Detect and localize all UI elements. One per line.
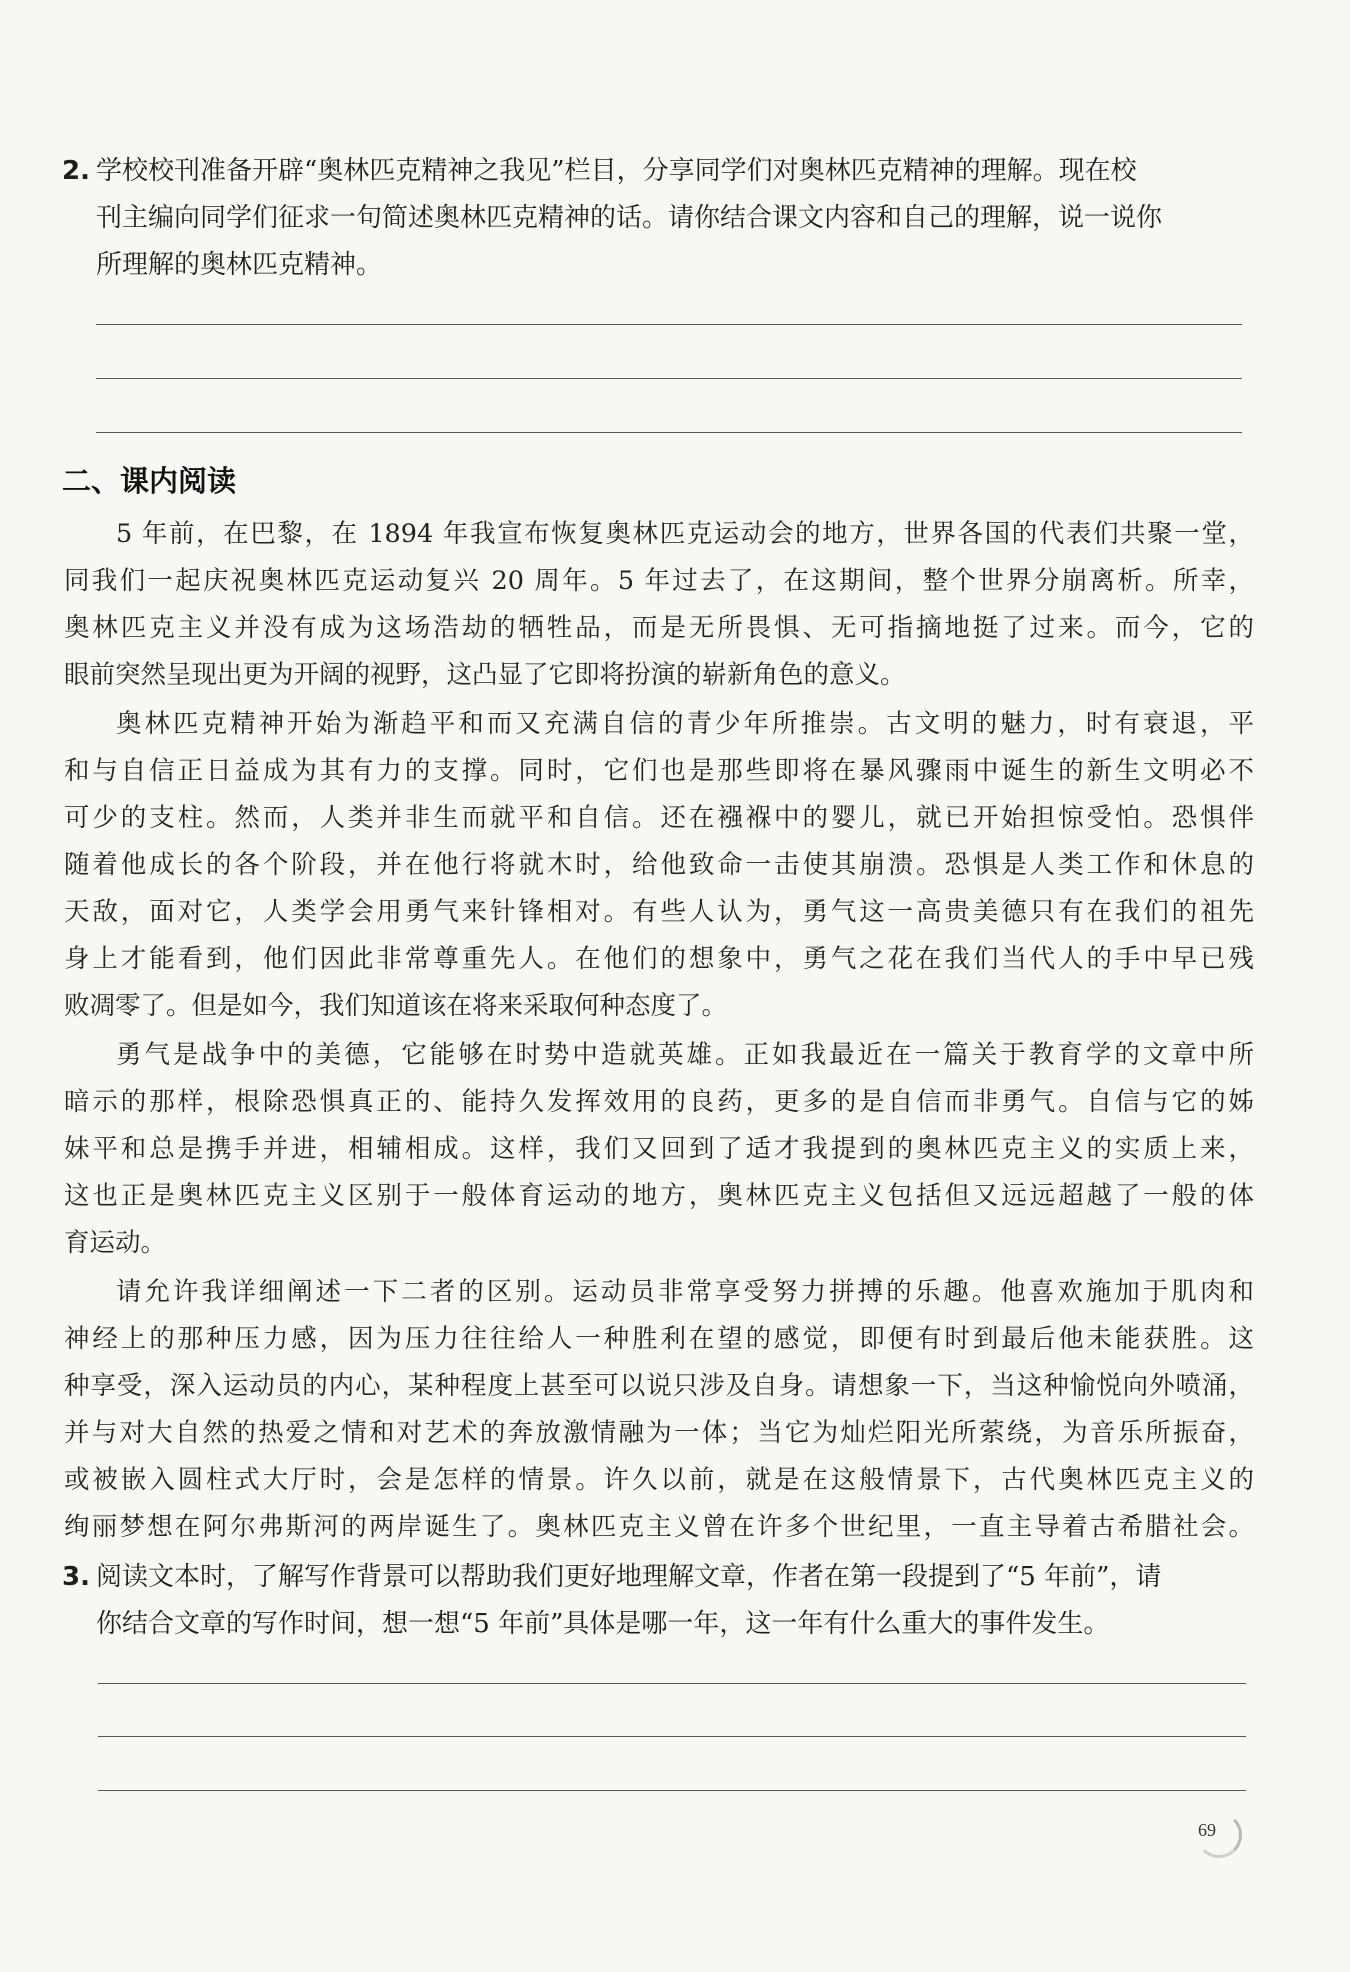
passage-line: 妹平和总是携手并进，相辅相成。这样，我们又回到了适才我提到的奥林匹克主义的实质上来，: [64, 1134, 1254, 1164]
passage-line: 随着他成长的各个阶段，并在他行将就木时，给他致命一击使其崩溃。恐惧是人类工作和休息的: [64, 850, 1254, 880]
paragraph-2: [64, 701, 1254, 1030]
question-2-line-2: 刊主编向同学们征求一句简述奥林匹克精神的话。请你结合课文内容和自己的理解，说一说你: [96, 203, 1163, 233]
answer-line-q3-2[interactable]: [98, 1736, 1246, 1737]
passage-line: 同我们一起庆祝奥林匹克运动复兴 20 周年。5 年过去了，在这期间，整个世界分崩离析。所幸，: [64, 566, 1254, 596]
passage-line: 这也正是奥林匹克主义区别于一般体育运动的地方，奥林匹克主义包括但又远远超越了一般的体: [64, 1181, 1254, 1211]
passage-line: 勇气是战争中的美德，它能够在时势中造就英雄。正如我最近在一篇关于教育学的文章中所: [116, 1040, 1254, 1070]
question-3: [62, 1554, 1247, 1648]
passage-line: 奥林匹克主义并没有成为这场浩劫的牺牲品，而是无所畏惧、无可指摘地挺了过来。而今，它的: [64, 613, 1254, 643]
passage-line: 天敌，面对它，人类学会用勇气来针锋相对。有些人认为，勇气这一高贵美德只有在我们的祖先: [64, 897, 1254, 927]
passage-line: 眼前突然呈现出更为开阔的视野，这凸显了它即将扮演的崭新角色的意义。: [64, 660, 906, 690]
question-3-line-2: 你结合文章的写作时间，想一想“5 年前”具体是哪一年，这一年有什么重大的事件发生。: [96, 1609, 1110, 1639]
answer-line-q2-2[interactable]: [96, 378, 1242, 379]
passage-line: 身上才能看到，他们因此非常尊重先人。在他们的想象中，勇气之花在我们当代人的手中早已残: [64, 944, 1254, 974]
passage-line: 种享受，深入运动员的内心，某种程度上甚至可以说只涉及自身。请想象一下，当这种愉悦向外喷涌，: [64, 1371, 1254, 1401]
question-3-line-1: [62, 1554, 1247, 1601]
question-3-number: 3.: [62, 1562, 90, 1592]
reading-passage: [64, 511, 1254, 1553]
question-2-line-3: 所理解的奥林匹克精神。: [96, 250, 383, 280]
passage-line: 可少的支柱。然而，人类并非生而就平和自信。还在襁褓中的婴儿，就已开始担惊受怕。恐惧伴: [64, 803, 1254, 833]
passage-line: 并与对大自然的热爱之情和对艺术的奔放激情融为一体；当它为灿烂阳光所萦绕，为音乐所振奋，: [64, 1418, 1254, 1448]
passage-line: 和与自信正日益成为其有力的支撑。同时，它们也是那些即将在暴风骤雨中诞生的新生文明必不: [64, 756, 1254, 786]
answer-line-q3-1[interactable]: [98, 1683, 1246, 1684]
paragraph-1: [64, 511, 1254, 699]
passage-line: 请允许我详细阐述一下二者的区别。运动员非常享受努力拼搏的乐趣。他喜欢施加于肌肉和: [116, 1277, 1254, 1307]
page-number-badge: [1196, 1812, 1240, 1856]
answer-line-q2-1[interactable]: [96, 324, 1242, 325]
question-2: [62, 148, 1247, 289]
answer-line-q3-3[interactable]: [98, 1790, 1246, 1791]
answer-line-q2-3[interactable]: [96, 432, 1242, 433]
question-2-text-1: 学校校刊准备开辟“奥林匹克精神之我见”栏目，分享同学们对奥林匹克精神的理解。现在校: [96, 156, 1137, 186]
question-3-text-1: 阅读文本时，了解写作背景可以帮助我们更好地理解文章，作者在第一段提到了“5 年前”，请: [96, 1562, 1162, 1592]
section-title: 二、课内阅读: [62, 464, 237, 498]
paragraph-4: [64, 1269, 1254, 1551]
passage-line: 5 年前，在巴黎，在 1894 年我宣布恢复奥林匹克运动会的地方，世界各国的代表们共聚一堂，: [116, 519, 1254, 549]
passage-line: 神经上的那种压力感，因为压力往往给人一种胜利在望的感觉，即便有时到最后他未能获胜。这: [64, 1324, 1254, 1354]
passage-line: 奥林匹克精神开始为渐趋平和而又充满自信的青少年所推崇。古文明的魅力，时有衰退，平: [116, 709, 1254, 739]
question-2-number: 2.: [62, 156, 90, 186]
passage-line: 暗示的那样，根除恐惧真正的、能持久发挥效用的良药，更多的是自信而非勇气。自信与它的姊: [64, 1087, 1254, 1117]
passage-line: 或被嵌入圆柱式大厅时，会是怎样的情景。许久以前，就是在这般情景下，古代奥林匹克主义的: [64, 1465, 1254, 1495]
paragraph-3: [64, 1032, 1254, 1267]
passage-line: 败凋零了。但是如今，我们知道该在将来采取何种态度了。: [64, 991, 728, 1021]
question-2-line-1: [62, 148, 1247, 195]
passage-line: 绚丽梦想在阿尔弗斯河的两岸诞生了。奥林匹克主义曾在许多个世纪里，一直主导着古希腊社会。: [64, 1512, 1254, 1542]
passage-line: 育运动。: [64, 1228, 167, 1258]
page-number: 69: [1198, 1820, 1216, 1840]
